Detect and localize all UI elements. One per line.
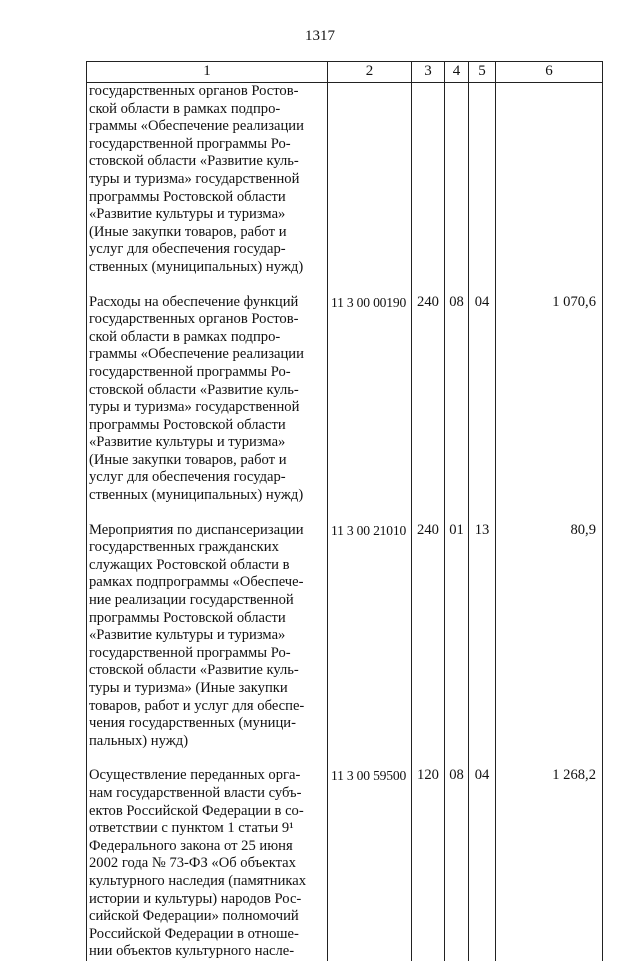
row-section: 08 <box>445 294 469 505</box>
header-col-2: 2 <box>328 62 412 83</box>
table-row <box>87 767 603 961</box>
row-subsection: 04 <box>469 294 496 505</box>
row-section: 08 <box>445 767 469 961</box>
table-row <box>87 522 603 751</box>
row-description: Осуществление переданных орга- нам государственной власти субъ- ектов Российской Федерации в со- ответствии с пунктом 1 статьи 9¹ Федерального закона от 25 июня 2002 года № 73-ФЗ «Об объектах культурного наследия (памятниках истории и культуры) народов Рос- сийской Федерации» полномочий Российской Федерации в отноше- нии объектов культурного насле- <box>87 767 328 961</box>
row-expense-type: 240 <box>412 294 445 505</box>
header-col-1: 1 <box>87 62 328 83</box>
table-row <box>87 83 603 277</box>
row-subsection: 04 <box>469 767 496 961</box>
row-expense-type: 240 <box>412 522 445 751</box>
header-col-4: 4 <box>445 62 469 83</box>
header-col-6: 6 <box>496 62 603 83</box>
row-spacer <box>87 505 603 522</box>
header-row <box>87 62 603 83</box>
header-col-3: 3 <box>412 62 445 83</box>
row-expense-type: 120 <box>412 767 445 961</box>
budget-table <box>86 61 603 961</box>
row-description: Мероприятия по диспансеризации государственных гражданских служащих Ростовской области в рамках подпрограммы «Обеспече- ние реализации государственной программы Ростовской области «Развитие культуры и туризма» государственной программы Ро- стовской области «Развитие куль- туры и туризма» (Иные закупки товаров, работ и услуг для обеспе- чения государственных (муници- пальных) нужд) <box>87 522 328 751</box>
row-code: 11 3 00 00190 <box>328 294 412 505</box>
row-amount <box>496 83 603 277</box>
row-section: 01 <box>445 522 469 751</box>
row-code <box>328 83 412 277</box>
row-spacer <box>87 277 603 294</box>
row-section <box>445 83 469 277</box>
row-subsection <box>469 83 496 277</box>
row-subsection: 13 <box>469 522 496 751</box>
row-code: 11 3 00 59500 <box>328 767 412 961</box>
header-col-5: 5 <box>469 62 496 83</box>
table-row <box>87 294 603 505</box>
row-code: 11 3 00 21010 <box>328 522 412 751</box>
page-number: 1317 <box>305 28 335 44</box>
row-spacer <box>87 750 603 767</box>
row-amount: 80,9 <box>496 522 603 751</box>
row-description: Расходы на обеспечение функций государственных органов Ростов- ской области в рамках подпро- граммы «Обеспечение реализации государственной программы Ро- стовской области «Развитие куль- туры и туризма» государственной программы Ростовской области «Развитие культуры и туризма» (Иные закупки товаров, работ и услуг для обеспечения государ- ственных (муниципальных) нужд) <box>87 294 328 505</box>
row-description: государственных органов Ростов- ской области в рамках подпро- граммы «Обеспечение реализации государственной программы Ро- стовской области «Развитие куль- туры и туризма» государственной программы Ростовской области «Развитие культуры и туризма» (Иные закупки товаров, работ и услуг для обеспечения государ- ственных (муниципальных) нужд) <box>87 83 328 277</box>
row-expense-type <box>412 83 445 277</box>
row-amount: 1 268,2 <box>496 767 603 961</box>
row-amount: 1 070,6 <box>496 294 603 505</box>
